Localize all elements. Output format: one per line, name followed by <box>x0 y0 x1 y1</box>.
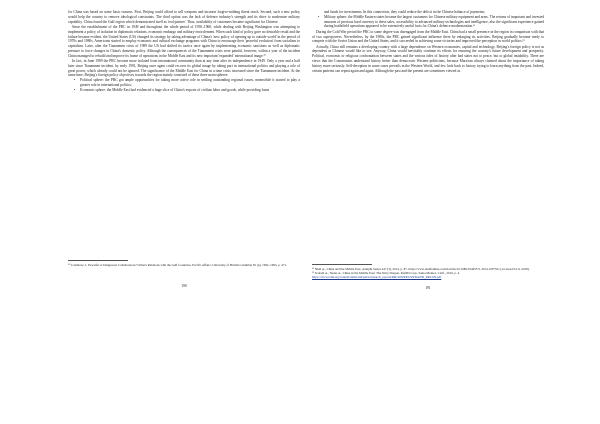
footnote <box>312 271 544 279</box>
page-number: 191 <box>425 286 431 290</box>
footnote-rule <box>312 264 372 265</box>
footnote-rule <box>68 260 128 261</box>
body-paragraph: Since the establishment of the PRC in 1949 and throughout the whole period of 1950–1960, while dealing with Beijing Washington was attempting to implement a policy of isolation in diplomatic relations, economic embargo and military encirclement. When such kind of policy gave no desirable result and the failure became evident, the United States (US) changed its strategy by taking advantage of China's 'new policy of opening up to outside world' in the period of 1970s and 1980s. Americans started to employ economic and cultural exchange programs with China to encourage their 'peaceful evolution' from socialism to capitalism. Later, after the Tiananmen crisis of 1989 the US had shifted its tactics once again by implementing economic sanctions as well as diplomatic pressure to force changes in China's domestic policy. Although the consequences of the Tiananmen crisis were painful, however, within a year of the incident China managed to rebuild and improve its frame of operations in the Middle East and its new important 'expanded' international image.¹⁰ <box>68 24 300 58</box>
bullet-item: • Military sphere: the Middle Eastern states became the largest customers for Chinese military equipment and arms. The returns of important and invested amounts of precious hard currency to these sales, accessibility to advanced military technologies and intelligence, also the significant experience gained during battlefield operations appeared to be extensively useful facts for China's defence modernization.¹¹ <box>324 15 544 29</box>
bullet-item: • Political sphere: the PRC got ample opportunities for taking more active role in settling outstanding regional issues, meanwhile it started to play a greater role in international politics; <box>80 78 300 88</box>
footnote: ¹¹ Shell A., China and the Middle East, Adelphi Series 447 (3), 2014, p. 87. https://www.tandfonline.com/doi/abs/10.1080/19445571.2014.1007521 [accessed 04.11.2018]. <box>312 267 530 271</box>
body-paragraph: Actually, China still remains a developing country with a large dependence on Western economies, capital and technology. Beijing's foreign policy is not as dependent as Chinese would like to see. Anyway, China would inevitably continue its efforts for ensuring the country's future development and prosperity. Political, economic or religious confrontation between states and the various tides of history after bad states not to peace, but to global instability. There are views that the Communists understand history better than democratic Western politicians, because Marxism always claimed about the importance of taking history more seriously. Self-deception in some cases prevails in the Western World, and few look back to history trying to learn anything from the past. Indeed, certain patterns can repeat again and again. Although the past and the present are sometimes viewed as <box>312 44 544 73</box>
footnote-link[interactable]: https://www.rand.org/content/dam/rand/pubs/research_reports/RR1200/RR1229/RAND_RR1229.pdf <box>312 275 442 280</box>
body-paragraph: During the Cold War period the PRC to some degree was disengaged from the Middle East. China had a small presence in the region in comparison with that of two superpowers. Nevertheless, by the 1980s, the PRC gained significant influence there by enlarging its activities. Beijing gradually became ready to compete with the Soviet Union and the United States, and it succeeded in achieving some victories and improved the perception in world politics.¹² <box>312 29 544 44</box>
left-page <box>68 10 300 288</box>
body-paragraph: for China was based on some basic reasons. First, Beijing could afford to sell weapons and increase forgive-nothing threat reach. Second, such a new policy would help the country to remove ideological constraints. The third option was the lack of defence industry's strength and its drive to modernize military capability. China found the Gulf region which demonstrated itself as 'real partner.' Thus, availability of customers became significant for Chinese. <box>68 10 300 24</box>
footnote-text: ¹² Scobell A., Nader A., China in the Middle East: The Wary Dragon, RAND Corp, Santa Monica, Calif., 2016, p. 4. <box>312 271 460 276</box>
body-paragraph: In fact, in June 1989 the PRC became more isolated from international community than at any time after its independence in 1949. Only a year and a half later since Tiananmen incident, by early 1991, Beijing once again could recover its global image by taking part in international politics and playing a role of great power, which already could not be ignored. The significance of the Middle East for China in a time crisis increased since the Tiananmen incident. At the same time, Beijing's foreign policy objectives towards the region mainly consisted of these three main spheres: <box>68 59 300 78</box>
footnotes <box>68 260 300 267</box>
bullet-list <box>312 10 544 29</box>
page-number: 190 <box>181 284 187 288</box>
right-page <box>312 10 544 290</box>
footnotes <box>312 264 544 279</box>
footnote: ¹⁰ Calabrese J., Peaceful or Dangerous Collaborators? China's Relations with the Gulf Countries, Pacific Affairs, University of British Columbia 65 (4), 1992–1993, p. 471. <box>68 263 287 267</box>
bullet-item: • Economic sphere: the Middle East had evidenced a huge slice of China's exports of civilian labor and goods, while providing loans <box>80 88 300 93</box>
bullet-continuation-text: and funds for investments. In this connection, they could reduce the deficit in the Chinese balance of payments; <box>324 10 486 14</box>
bullet-list <box>68 78 300 92</box>
